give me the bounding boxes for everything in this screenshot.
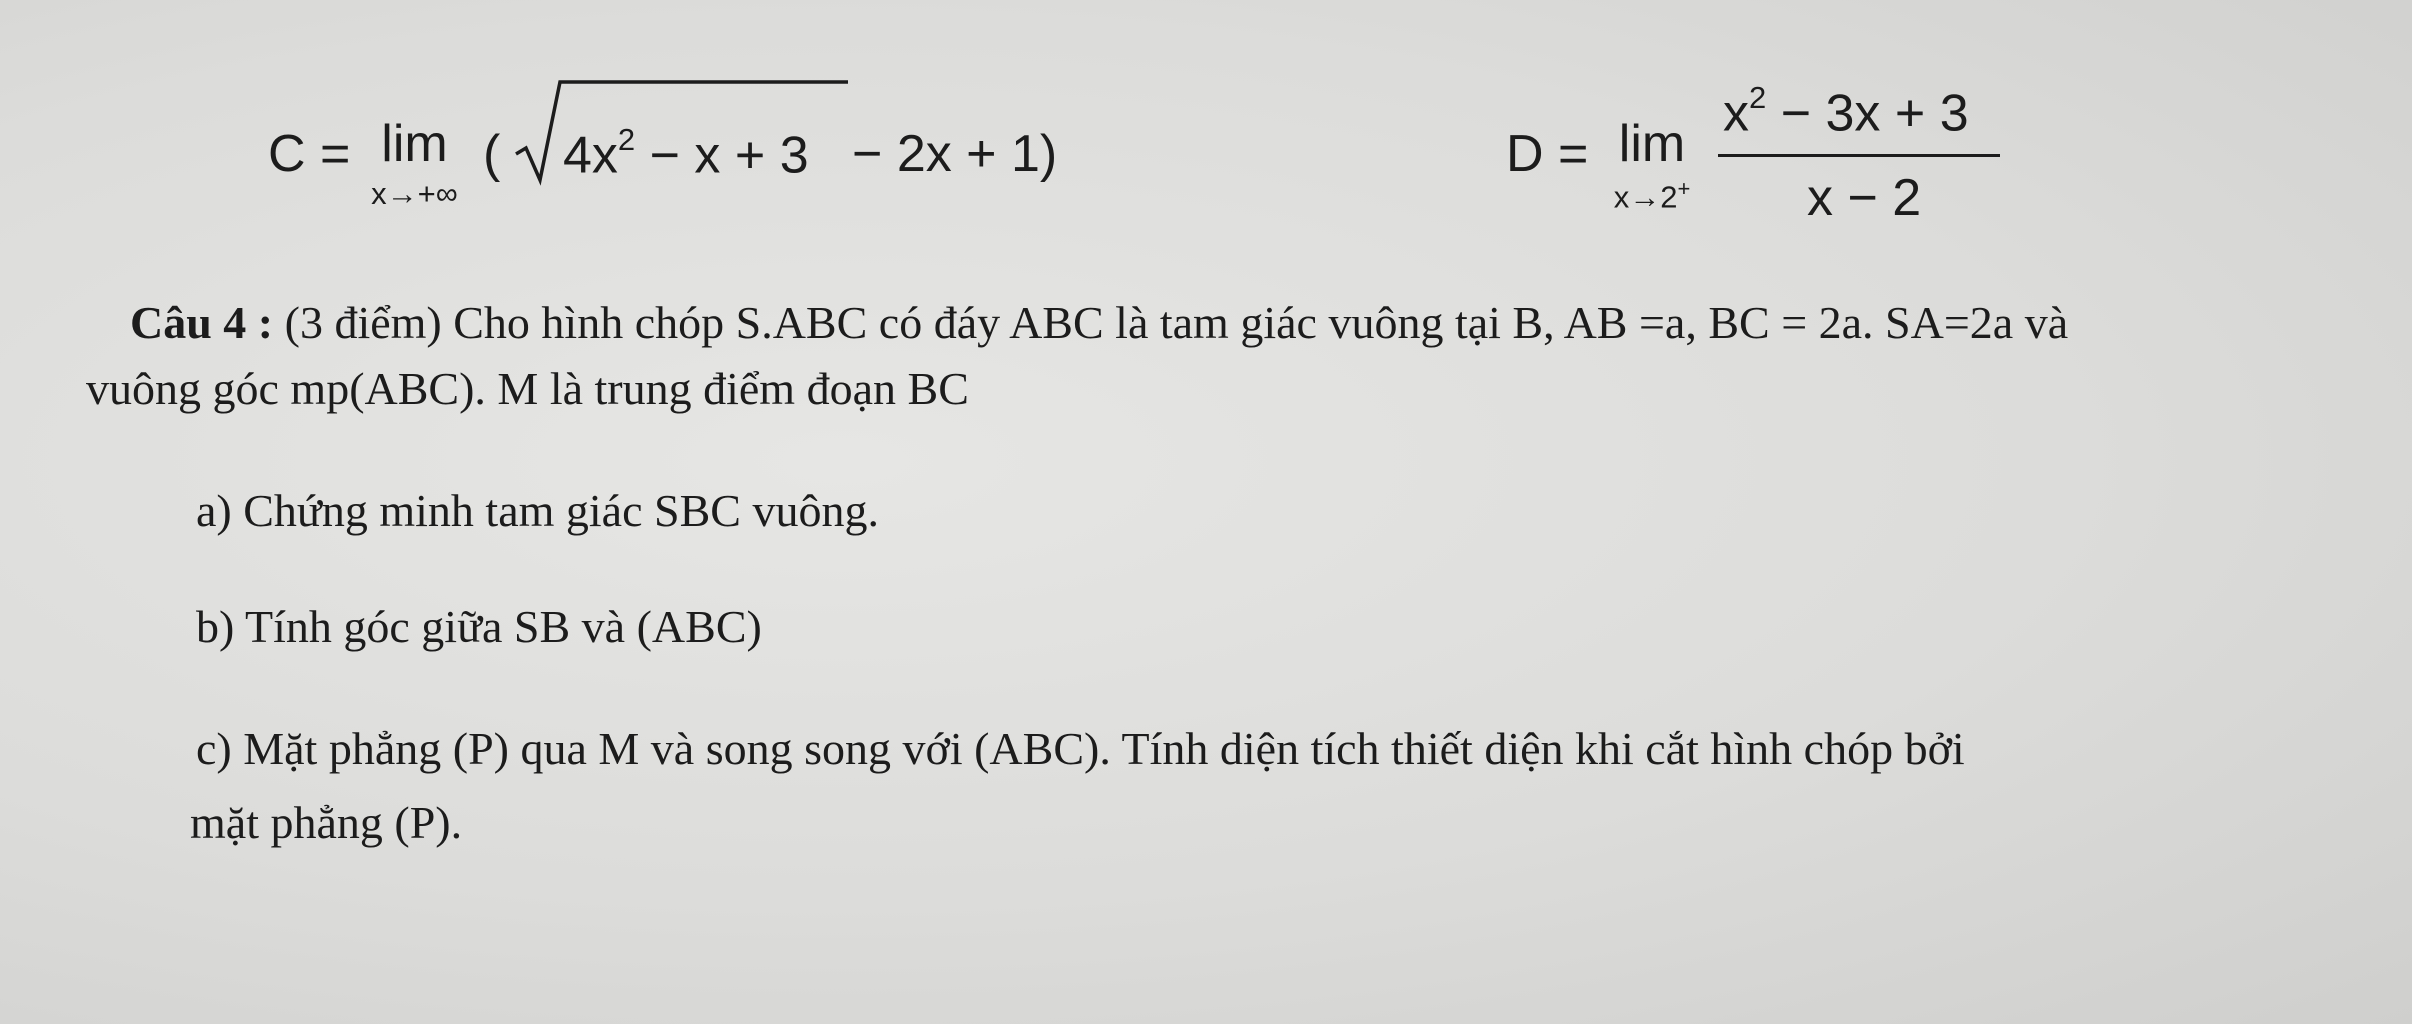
part-b: b) Tính góc giữa SB và (ABC) [196,601,762,652]
formula-d-lim-word: lim [1618,115,1686,173]
formula-d-denominator: x − 2 [1807,169,1922,227]
formula-d-lim-sub-sup: + [1677,176,1691,201]
formula-d-lim-sub [1597,176,1707,215]
formula-d-lim-sub-pre: x→2 [1613,179,1678,215]
question-label: Câu 4 : [130,297,274,348]
formula-c-open-paren: ( [483,125,501,183]
formula-d-lim [1597,115,1707,215]
formula-c-radicand-post: − x + 3 [635,126,809,185]
part-c-line-2: mặt phẳng (P). [190,797,463,848]
formula-c-radicand [563,122,809,185]
formula-d-lhs: D = [1506,125,1589,183]
formula-d-num-post: − 3x + 3 [1766,84,1969,143]
formula-c-lim-word: lim [381,115,448,173]
formula-c-radicand-exp: 2 [617,122,636,157]
formula-d-numerator [1723,80,1969,143]
formula-d-num-pre: x [1723,84,1749,143]
question-line-2: vuông góc mp(ABC). M là trung điểm đoạn BC [86,363,969,414]
formula-c-lim [352,115,477,211]
formula-c-radicand-pre: 4x [563,126,618,185]
part-a: a) Chứng minh tam giác SBC vuông. [196,485,879,536]
formula-d-num-exp: 2 [1749,80,1767,115]
question-text-1: (3 điểm) Cho hình chóp S.ABC có đáy ABC là tam giác vuông tại B, AB =a, BC = 2a. SA=2a và [273,297,2069,348]
formula-c-tail: − 2x + 1) [852,125,1058,183]
formula-d-fraction-bar [1718,154,2000,157]
formula-c-lhs: C = [268,125,351,183]
formula-c-lim-sub: x→+∞ [371,176,458,211]
part-c-line-1: c) Mặt phẳng (P) qua M và song song với (ABC). Tính diện tích thiết diện khi cắt hình chóp bởi [196,723,1965,774]
question-line-1 [130,297,2069,348]
